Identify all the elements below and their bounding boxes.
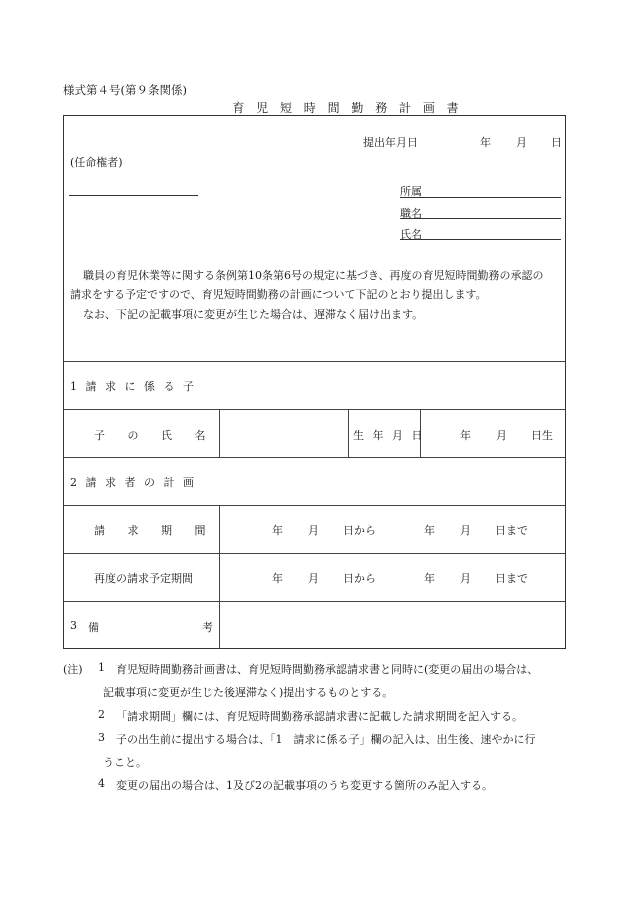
section1-heading: 1 請 求 に 係 る 子 — [70, 380, 195, 393]
period-start-year[interactable]: 年 — [272, 524, 283, 537]
note-text-cont: 記載事項に変更が生じた後遅滞なく)提出するものとする。 — [103, 686, 394, 699]
submission-date-label: 提出年月日 — [363, 136, 418, 149]
birth-month[interactable]: 月 — [496, 429, 507, 442]
period-end-year[interactable]: 年 — [424, 524, 435, 537]
next-start-day[interactable]: 日から — [343, 572, 376, 585]
appointer-field[interactable] — [69, 195, 198, 196]
note-text-cont: うこと。 — [103, 756, 147, 769]
next-end-year[interactable]: 年 — [424, 572, 435, 585]
next-end-month[interactable]: 月 — [460, 572, 471, 585]
child-name-input[interactable] — [220, 410, 347, 456]
birth-date-label: 生 年 月 日 — [353, 429, 423, 442]
section3-number: 3 — [70, 619, 77, 632]
appointer-label: (任命権者) — [70, 156, 123, 169]
note-text: 変更の届出の場合は、1及び2の記載事項のうち変更する箇所のみ記入する。 — [116, 779, 493, 792]
divider — [64, 361, 565, 362]
note-num: 4 — [98, 777, 105, 790]
divider — [348, 409, 349, 457]
position-label: 職名 — [400, 207, 422, 220]
remarks-label-a: 備 — [88, 621, 99, 634]
notes-prefix: (注) — [63, 663, 83, 676]
submission-year[interactable]: 年 — [480, 136, 491, 149]
submission-month[interactable]: 月 — [516, 136, 527, 149]
affiliation-label: 所属 — [400, 185, 422, 198]
next-end-day[interactable]: 日まで — [495, 572, 528, 585]
period-start-day[interactable]: 日から — [343, 524, 376, 537]
child-name-label: 子 の 氏 名 — [94, 429, 206, 442]
note-text: 子の出生前に提出する場合は、「1 請求に係る子」欄の記入は、出生後、速やかに行 — [116, 733, 536, 746]
note-text: 「請求期間」欄には、育児短時間勤務承認請求書に記載した請求期間を記入する。 — [116, 710, 523, 723]
body-line-1: 職員の育児休業等に関する条例第10条第6号の規定に基づき、再度の育児短時間勤務の承認の — [83, 269, 544, 282]
request-period-label: 請 求 期 間 — [94, 524, 206, 537]
divider — [64, 505, 565, 506]
section2-heading: 2 請 求 者 の 計 画 — [70, 476, 195, 489]
form-id: 様式第４号(第９条関係) — [63, 83, 187, 97]
divider — [64, 457, 565, 458]
body-line-3: なお、下記の記載事項に変更が生じた場合は、遅滞なく届け出ます。 — [83, 308, 424, 321]
form-frame — [63, 115, 566, 649]
period-start-month[interactable]: 月 — [308, 524, 319, 537]
note-num: 3 — [98, 731, 105, 744]
divider — [64, 553, 565, 554]
body-line-2: 請求をする予定ですので、育児短時間勤務の計画について下記のとおり提出します。 — [70, 288, 487, 301]
period-end-month[interactable]: 月 — [460, 524, 471, 537]
birth-year[interactable]: 年 — [460, 429, 471, 442]
note-num: 1 — [98, 661, 105, 674]
affiliation-field[interactable] — [400, 197, 561, 198]
note-num: 2 — [98, 708, 105, 721]
period-end-day[interactable]: 日まで — [495, 524, 528, 537]
note-text: 育児短時間勤務計画書は、育児短時間勤務承認請求書と同時に(変更の届出の場合は、 — [116, 663, 539, 676]
position-field[interactable] — [400, 218, 561, 219]
name-field[interactable] — [400, 239, 561, 240]
next-start-year[interactable]: 年 — [272, 572, 283, 585]
name-label: 氏名 — [400, 228, 422, 241]
next-request-period-label: 再度の請求予定期間 — [94, 572, 193, 585]
document-title: 育 児 短 時 間 勤 務 計 画 書 — [232, 101, 460, 115]
remarks-input[interactable] — [220, 602, 566, 648]
submission-day[interactable]: 日 — [551, 136, 562, 149]
next-start-month[interactable]: 月 — [308, 572, 319, 585]
remarks-label-b: 考 — [202, 621, 213, 634]
birth-day[interactable]: 日生 — [531, 429, 553, 442]
